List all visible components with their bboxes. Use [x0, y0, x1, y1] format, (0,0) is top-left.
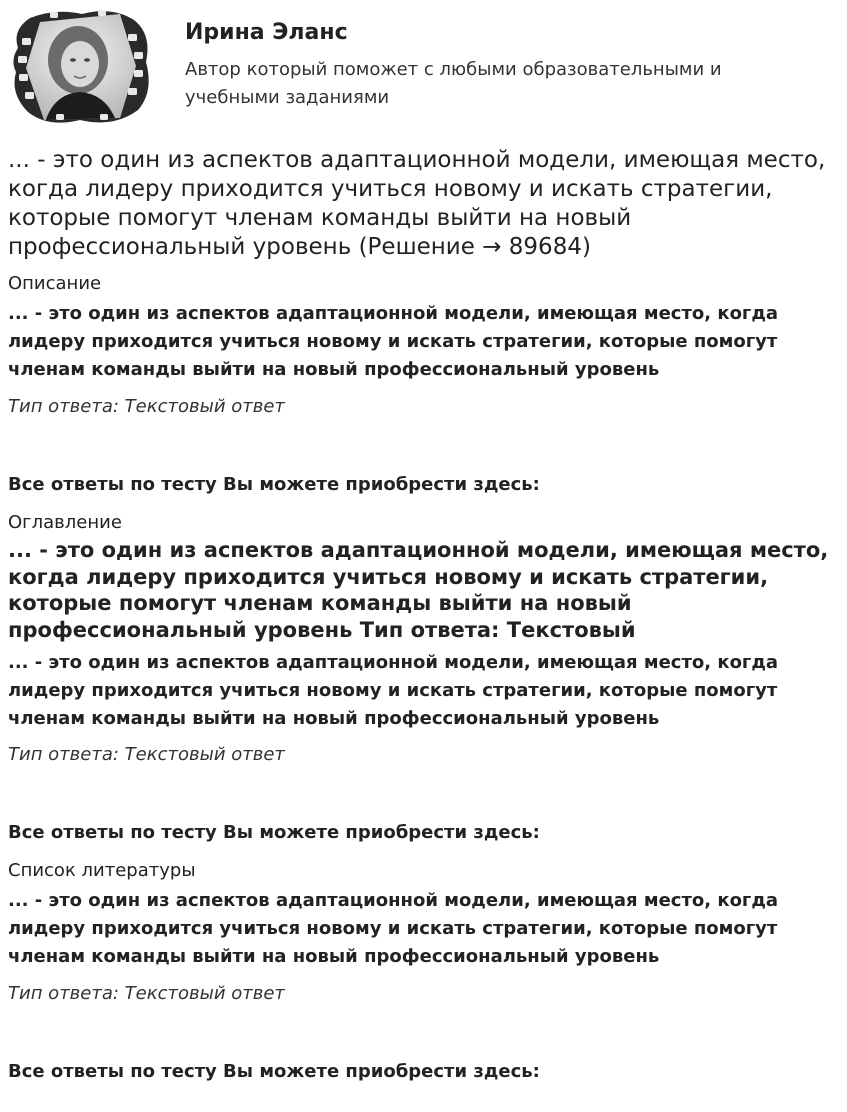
avatar-film-frame-image: [8, 8, 150, 126]
literature-section: [8, 859, 838, 1084]
literature-text: ... - это один из аспектов адаптационной модели, имеющая место, когда лидеру приходится учиться новому и искать стратегии, которые помогут членам команды выйти на новый профессиональный уровень: [8, 890, 779, 967]
toc-section: [8, 511, 838, 845]
literature-answer-type: Тип ответа: Текстовый ответ: [8, 983, 285, 1004]
page-title: ... - это один из аспектов адаптационной модели, имеющая место, когда лидеру приходится учиться новому и искать стратегии, которые помогут членам команды выйти на новый профессиональный уровень (Решение → 89684): [8, 147, 826, 260]
toc-buy-text: Все ответы по тесту Вы можете приобрести здесь:: [8, 822, 540, 843]
author-description: Автор который поможет с любыми образовательными и учебными заданиями: [185, 59, 722, 108]
literature-buy-text: Все ответы по тесту Вы можете приобрести здесь:: [8, 1061, 540, 1082]
toc-text: ... - это один из аспектов адаптационной модели, имеющая место, когда лидеру приходится учиться новому и искать стратегии, которые помогут членам команды выйти на новый профессиональный уровень: [8, 652, 779, 729]
author-card: [8, 8, 838, 128]
description-buy-text: Все ответы по тесту Вы можете приобрести здесь:: [8, 474, 540, 495]
main-content: [8, 146, 838, 1084]
description-text: ... - это один из аспектов адаптационной модели, имеющая место, когда лидеру приходится учиться новому и искать стратегии, которые помогут членам команды выйти на новый профессиональный уровень: [8, 303, 779, 380]
description-section: [8, 272, 838, 497]
description-label: Описание: [8, 273, 102, 294]
avatar: [8, 8, 150, 126]
author-name[interactable]: Ирина Эланс: [185, 20, 348, 45]
literature-label: Список литературы: [8, 860, 196, 881]
toc-heading: ... - это один из аспектов адаптационной модели, имеющая место, когда лидеру приходится учиться новому и искать стратегии, которые помогут членам команды выйти на новый профессиональный уровень Тип ответа: Текстовый: [8, 538, 829, 642]
toc-label: Оглавление: [8, 512, 122, 533]
toc-answer-type: Тип ответа: Текстовый ответ: [8, 744, 285, 765]
description-answer-type: Тип ответа: Текстовый ответ: [8, 396, 285, 417]
